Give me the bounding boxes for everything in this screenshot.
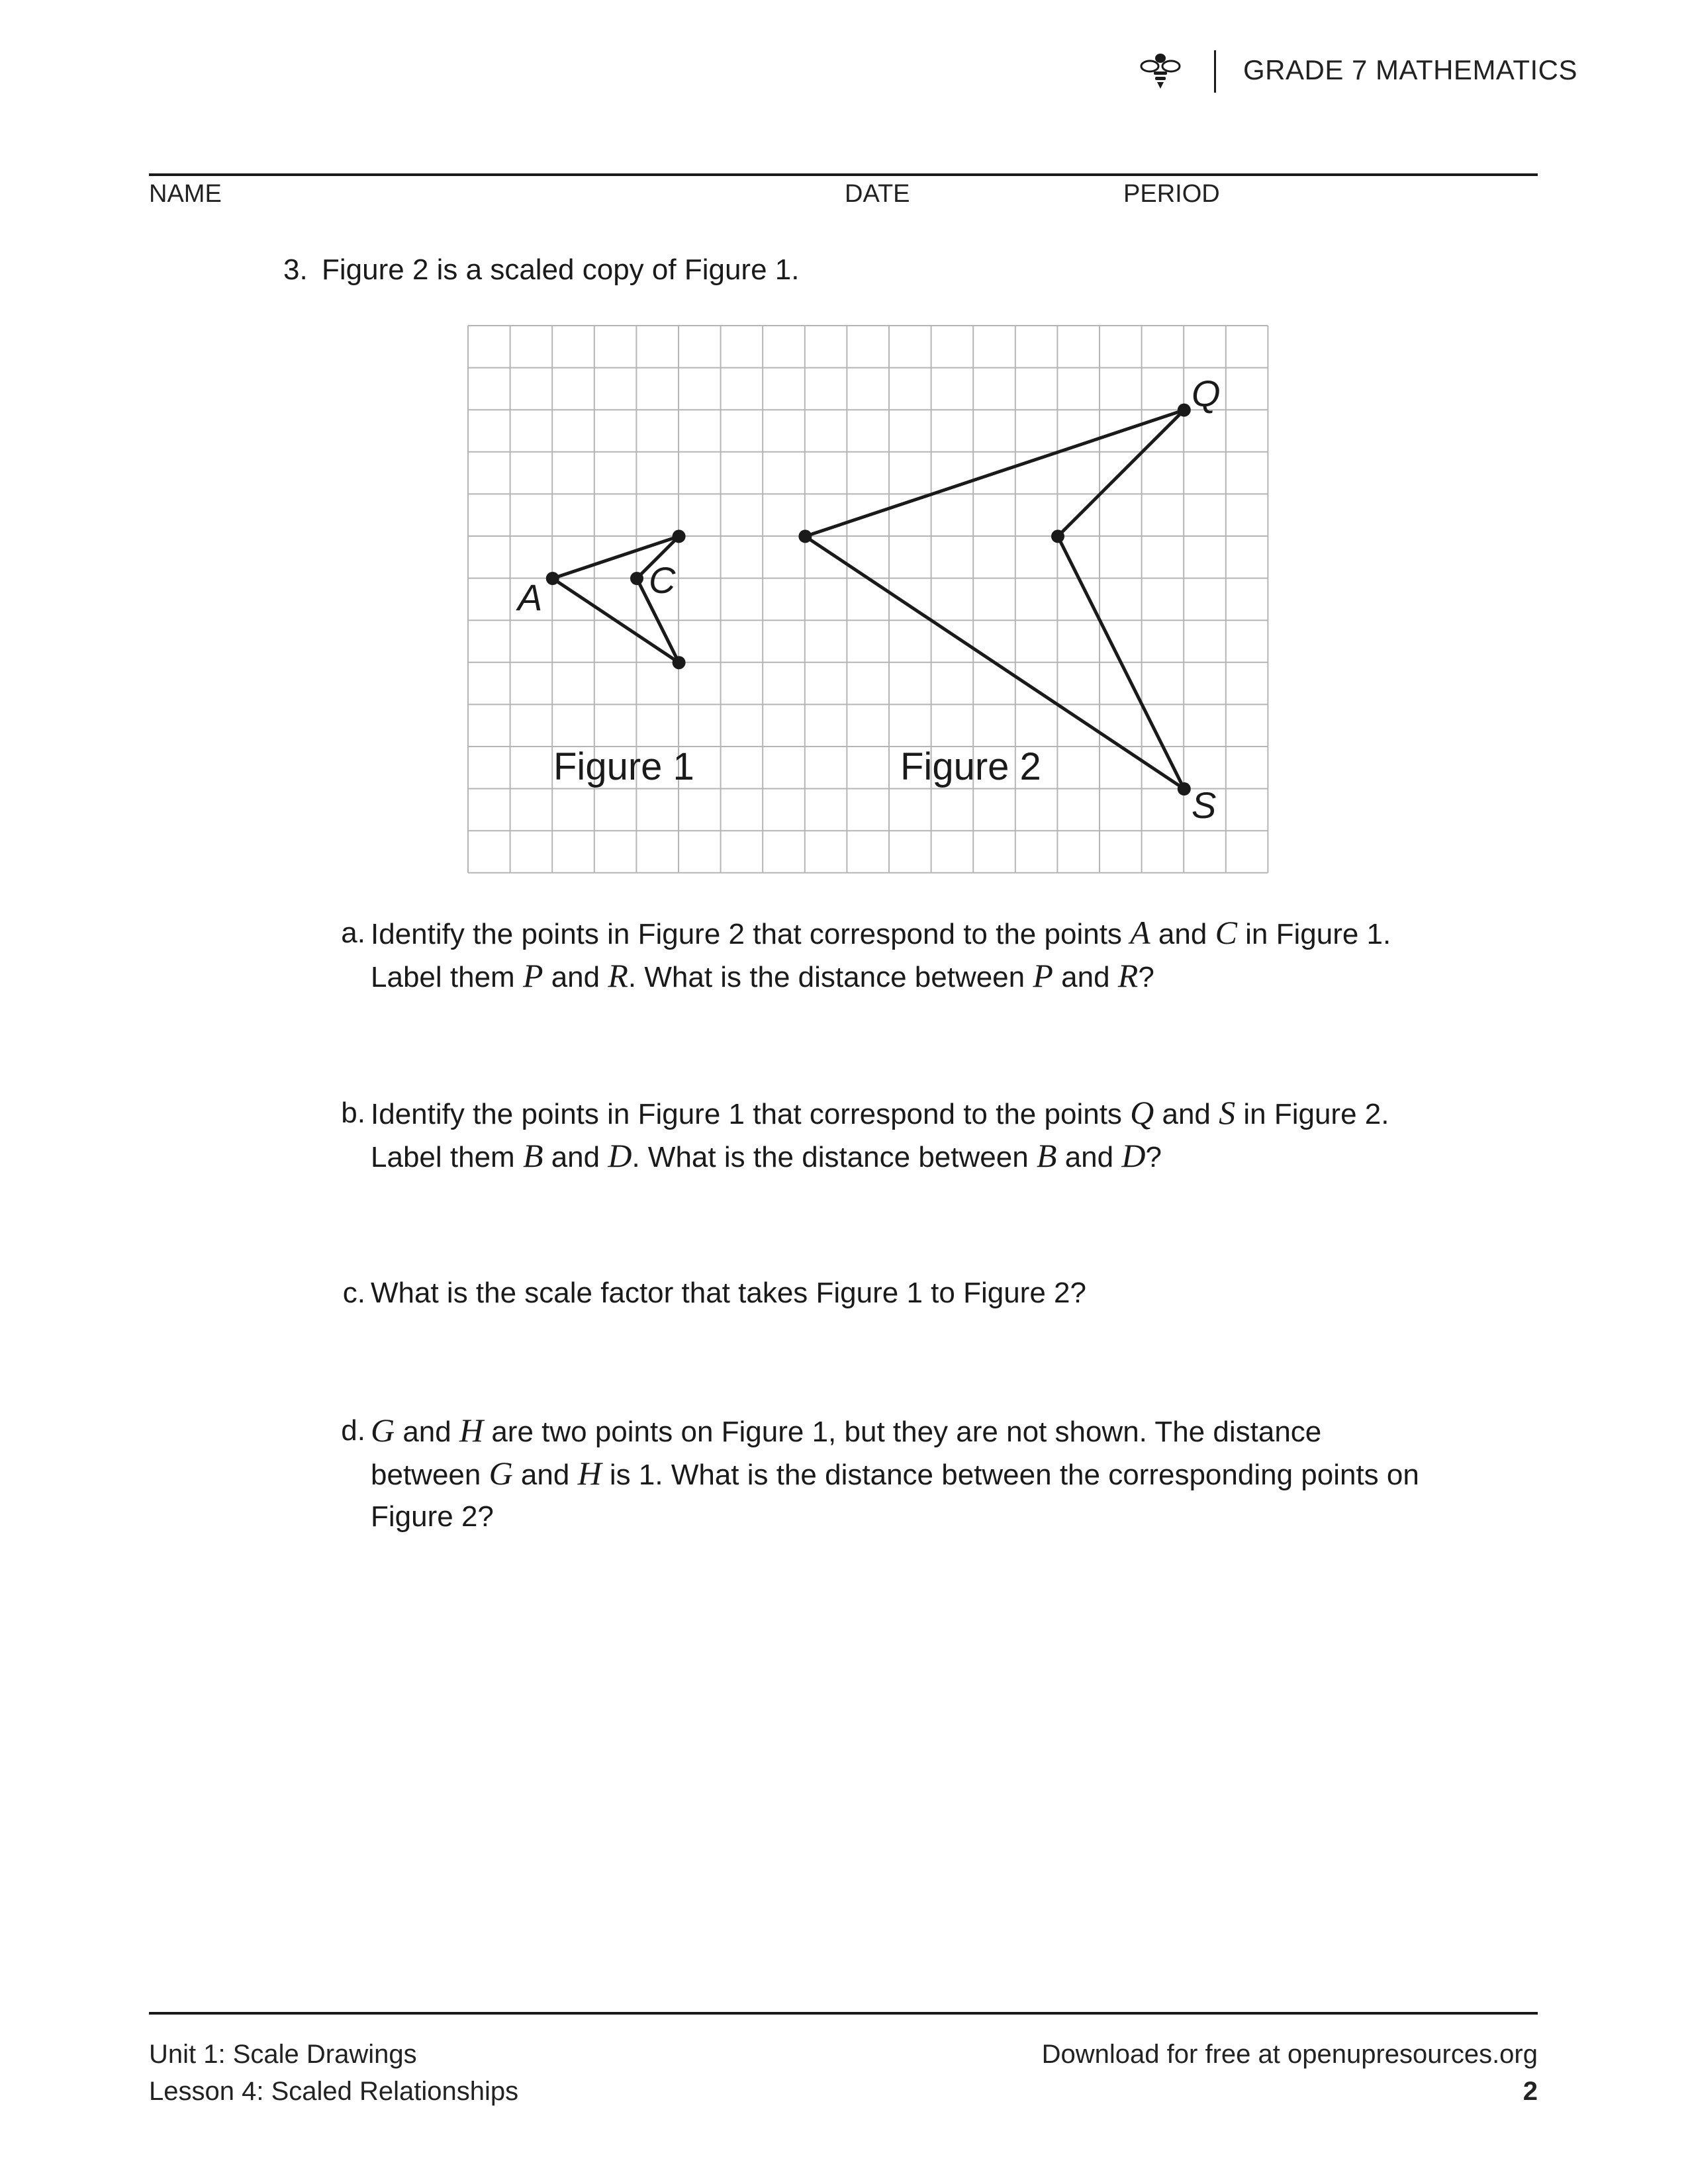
footer-lesson: Lesson 4: Scaled Relationships	[149, 2077, 519, 2106]
figure1-point-top	[673, 529, 686, 543]
name-label: NAME	[149, 180, 222, 208]
figure2-triangle	[805, 410, 1184, 789]
question-number: 3.	[283, 253, 308, 286]
question-prompt: Figure 2 is a scaled copy of Figure 1.	[322, 253, 800, 286]
point-label-a: A	[518, 576, 543, 618]
figure1-caption: Figure 1	[553, 745, 694, 788]
part-a-text: Identify the points in Figure 2 that correspond to the points A and C in Figure 1. Label them P and R. What is the distance between P and R?	[371, 914, 1391, 994]
period-label: PERIOD	[1123, 180, 1220, 208]
grid-lines	[468, 326, 1268, 873]
figure1-point-bottom	[673, 656, 686, 669]
part-c	[326, 1272, 1425, 1318]
part-b	[326, 1092, 1425, 1178]
header-logo	[1139, 49, 1182, 93]
figure1-point-a	[546, 572, 559, 585]
part-c-text: What is the scale factor that takes Figure 1 to Figure 2?	[371, 1277, 1086, 1309]
figure1-point-c	[630, 572, 643, 585]
point-label-q: Q	[1192, 373, 1221, 414]
footer-rule	[149, 2012, 1538, 2015]
footer-download[interactable]: Download for free at openupresources.org	[1041, 2040, 1538, 2069]
part-c-letter: c.	[342, 1277, 365, 1309]
figure2-point-s	[1178, 782, 1191, 796]
figure2-point-inner	[1051, 529, 1064, 543]
footer-unit: Unit 1: Scale Drawings	[149, 2040, 417, 2069]
header-rule	[149, 173, 1538, 176]
bee-icon	[1139, 49, 1182, 93]
figure2-point-q	[1178, 404, 1191, 417]
point-label-s: S	[1192, 784, 1217, 826]
part-d-text: G and H are two points on Figure 1, but they are not shown. The distance between G and H is 1. What is the distance between the corresponding points on Figure 2?	[371, 1412, 1419, 1533]
point-label-c: C	[649, 559, 676, 601]
footer-page-number: 2	[1523, 2077, 1538, 2106]
part-b-text: Identify the points in Figure 1 that correspond to the points Q and S in Figure 2. Label them B and D. What is the distance between B and D?	[371, 1094, 1389, 1174]
part-a	[326, 912, 1425, 998]
figure2-caption: Figure 2	[900, 745, 1041, 788]
part-d-letter: d.	[341, 1414, 365, 1447]
scaled-figures-grid	[463, 324, 1278, 880]
date-label: DATE	[845, 180, 910, 208]
part-a-letter: a.	[341, 917, 365, 949]
figure2-point-left	[798, 529, 812, 543]
header-subject: GRADE 7 MATHEMATICS	[1243, 54, 1577, 85]
part-d	[326, 1410, 1425, 1542]
header-divider	[1214, 50, 1216, 93]
part-b-letter: b.	[341, 1097, 365, 1129]
